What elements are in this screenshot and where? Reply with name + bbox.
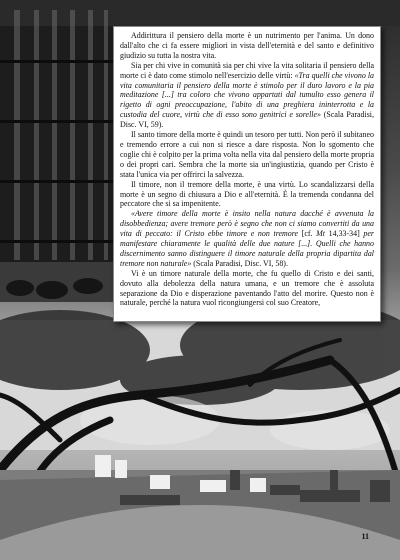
paragraph-5	[120, 209, 374, 268]
paragraph-2	[120, 61, 374, 130]
paragraph-5-reference-book: Mt	[316, 229, 325, 239]
paragraph-4: Il timore, non il tremore della morte, è una virtù. Lo scandalizzarsi della morte è un segno di chiusura a Dio e all'eternità. È la tremenda condanna del peccatore che si sa impenitente.	[120, 179, 374, 209]
page-number: 11	[361, 532, 369, 541]
article-text-box	[113, 26, 381, 322]
paragraph-5-reference-a: [cf.	[298, 229, 317, 239]
paragraph-6: Vi è un timore naturale della morte, che fu quello di Cristo e dei santi, dovuto alla debolezza della natura umana, e un tremore che è assoluta separazione da Dio e disperazione paventando l'atto del morire. Questo non è naturale, perché la natura vuol ricongiungersi col suo Creatore,	[120, 268, 374, 308]
paragraph-5-reference-d: (Scala Paradisi, Disc. VI, 58).	[191, 258, 288, 268]
paragraph-5-quote-b: per manifestare chiaramente le qualità delle due nature [...]. Quelli che hanno discernimento sanno distinguere il timore naturale della propria dipartita dal tremore non naturale»	[120, 229, 374, 268]
paragraph-3: Il santo timore della morte è quindi un tesoro per tutti. Non però il subitaneo e tremendo errore a cui non si riesce a dare risposta. Non lo sgomento che coglie chi è colpito per la prima volta nella vita dal pensiero della morte propria o dei propri cari. Sembra che la morte sia un'ingiustizia, quando per Cristo è stata l'unica via per offrirci la salvezza.	[120, 130, 374, 179]
paragraph-1: Addirittura il pensiero della morte è un nutrimento per l'anima. Un dono dall'alto che ci fa essere migliori in vista dell'eternità e del santo e definitivo giudizio su tutta la nostra vita.	[120, 31, 374, 60]
paragraph-2-quote: «Tra quelli che vivono la vita comunitaria il pensiero della morte è stimolo per il duro lavoro e la pia meditazione [...] tra coloro che vivono appartati dal tumulto esso genera il rigetto di ogni preoccupazione, l'abito di una preghiera ininterrotta e la custodia del cuore, virtù che di esso sono genitrici e sorelle»	[120, 70, 374, 120]
paragraph-2-reference: (Scala Paradisi, Disc. VI, 59).	[120, 110, 374, 130]
paragraph-2-text: Sia per chi vive in comunità sia per chi vive la vita solitaria il pensiero della morte ci è dato come stimolo nell'esercizio delle virtù:	[120, 60, 374, 80]
paragraph-5-reference-verse: 14,33-34]	[324, 229, 364, 239]
paragraph-5-quote-a: «Avere timore della morte è insito nella natura dacché è avvenuta la disobbedienza; avere tremore però è segno che non ci siamo convertiti da una vita di peccato: il Cristo ebbe timore e non tremore	[120, 209, 374, 239]
